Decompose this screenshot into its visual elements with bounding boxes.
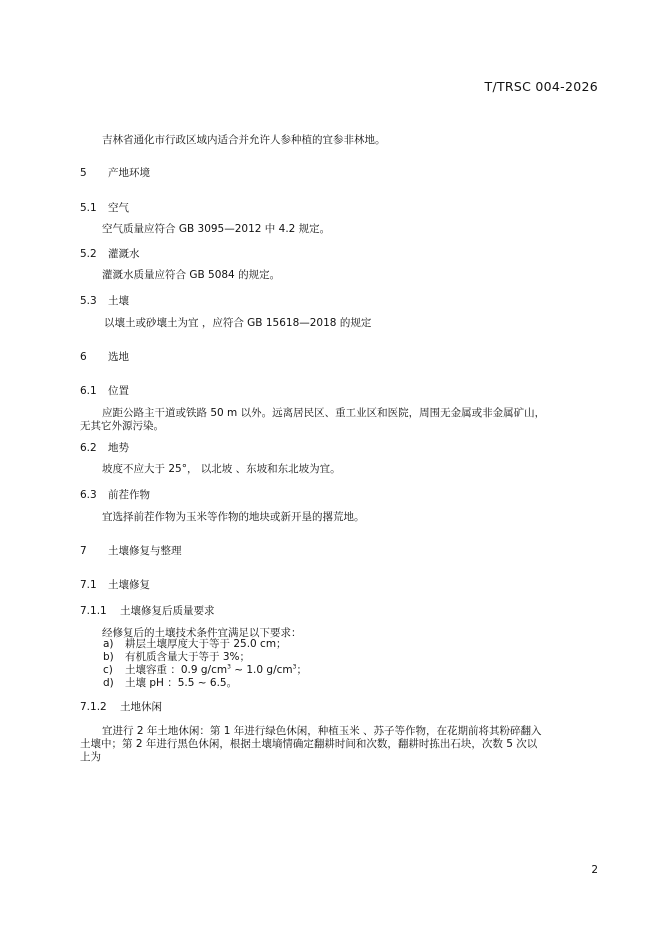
section-title: 土地休闲 bbox=[120, 701, 162, 713]
list-text: 土壤容重 ：0.9 g/cm bbox=[125, 664, 228, 676]
section-5-1-text: 空气质量应符合 GB 3095—2012 中 4.2 规定。 bbox=[102, 223, 331, 235]
list-text: 耕层土壤厚度大于等于 25.0 cm； bbox=[125, 638, 287, 650]
section-5-heading bbox=[80, 165, 150, 180]
section-6-3-text: 宜选择前茬作物为玉米等作物的地块或新开垦的撂荒地。 bbox=[102, 511, 365, 523]
section-7-1-2-text-line3: 上为 bbox=[80, 751, 101, 763]
page-number: 2 bbox=[591, 864, 598, 876]
list-item-b bbox=[103, 651, 250, 664]
list-marker: d) bbox=[103, 677, 114, 689]
list-text: 土壤 pH ：5.5 ~ 6.5。 bbox=[125, 677, 238, 689]
section-title: 选地 bbox=[108, 351, 129, 363]
section-6-3-heading bbox=[80, 487, 150, 502]
section-number: 6 bbox=[80, 351, 87, 363]
section-7-1-2-heading bbox=[80, 699, 162, 714]
section-7-1-2-text-line1: 宜进行 2 年土地休闲：第 1 年进行绿色休闲，种植玉米 、苏子等作物，在花期前将其粉碎翻入 bbox=[102, 725, 542, 737]
superscript: 3 bbox=[292, 663, 297, 671]
list-marker: b) bbox=[103, 651, 114, 663]
section-title: 地势 bbox=[108, 442, 129, 454]
section-title: 产地环境 bbox=[108, 167, 150, 179]
section-5-3-text: 以壤土或砂壤土为宜 ，应符合 GB 15618—2018 的规定 bbox=[104, 317, 372, 329]
section-number: 7.1.2 bbox=[80, 701, 107, 713]
section-5-2-text: 灌溉水质量应符合 GB 5084 的规定。 bbox=[102, 269, 281, 281]
section-7-1-1-heading bbox=[80, 603, 215, 618]
section-title: 位置 bbox=[108, 385, 129, 397]
section-6-1-text-line2: 无其它外源污染。 bbox=[80, 420, 164, 432]
section-5-1-heading bbox=[80, 200, 129, 215]
section-title: 前茬作物 bbox=[108, 489, 150, 501]
section-number: 7.1.1 bbox=[80, 605, 107, 617]
section-number: 5.1 bbox=[80, 202, 97, 214]
section-6-heading bbox=[80, 349, 129, 364]
section-title: 土壤 bbox=[108, 295, 129, 307]
intro-text: 吉林省通化市行政区域内适合并允许人参种植的宜参非林地。 bbox=[102, 134, 386, 146]
superscript: 3 bbox=[227, 663, 231, 671]
section-number: 5.3 bbox=[80, 295, 97, 307]
section-7-1-1-lead: 经修复后的土壤技术条件宜满足以下要求： bbox=[102, 627, 302, 639]
section-6-1-text-line1: 应距公路主干道或铁路 50 m 以外。远离居民区、重工业区和医院，周围无金属或非金属矿山， bbox=[102, 407, 546, 419]
section-6-2-text: 坡度不应大于 25°， 以北坡 、东坡和东北坡为宜。 bbox=[102, 463, 341, 475]
list-text: ~ 1.0 g/cm bbox=[230, 664, 293, 676]
section-title: 土壤修复 bbox=[108, 579, 150, 591]
list-text: 有机质含量大于等于 3%； bbox=[125, 651, 250, 663]
section-title: 土壤修复后质量要求 bbox=[120, 605, 215, 617]
standard-code: T/TRSC 004-2026 bbox=[484, 79, 598, 94]
section-6-1-heading bbox=[80, 383, 129, 398]
list-text: ； bbox=[296, 664, 307, 676]
list-item-d bbox=[103, 677, 237, 690]
list-marker: a) bbox=[103, 638, 114, 650]
section-title: 灌溉水 bbox=[108, 248, 140, 260]
section-7-1-heading bbox=[80, 577, 150, 592]
section-title: 土壤修复与整理 bbox=[108, 545, 182, 557]
section-number: 7.1 bbox=[80, 579, 97, 591]
section-number: 6.3 bbox=[80, 489, 97, 501]
section-5-2-heading bbox=[80, 246, 140, 261]
list-item-c bbox=[103, 664, 307, 677]
list-item-a bbox=[103, 638, 287, 651]
list-marker: c) bbox=[103, 664, 113, 676]
section-number: 6.2 bbox=[80, 442, 97, 454]
section-number: 5 bbox=[80, 167, 87, 179]
section-6-2-heading bbox=[80, 440, 129, 455]
section-number: 7 bbox=[80, 545, 87, 557]
section-7-heading bbox=[80, 543, 182, 558]
section-7-1-2-text-line2: 土壤中；第 2 年进行黑色休闲，根据土壤墒情确定翻耕时间和次数，翻耕时拣出石块，次数 5 次以 bbox=[80, 738, 538, 750]
section-number: 6.1 bbox=[80, 385, 97, 397]
section-number: 5.2 bbox=[80, 248, 97, 260]
section-5-3-heading bbox=[80, 293, 129, 308]
section-title: 空气 bbox=[108, 202, 129, 214]
